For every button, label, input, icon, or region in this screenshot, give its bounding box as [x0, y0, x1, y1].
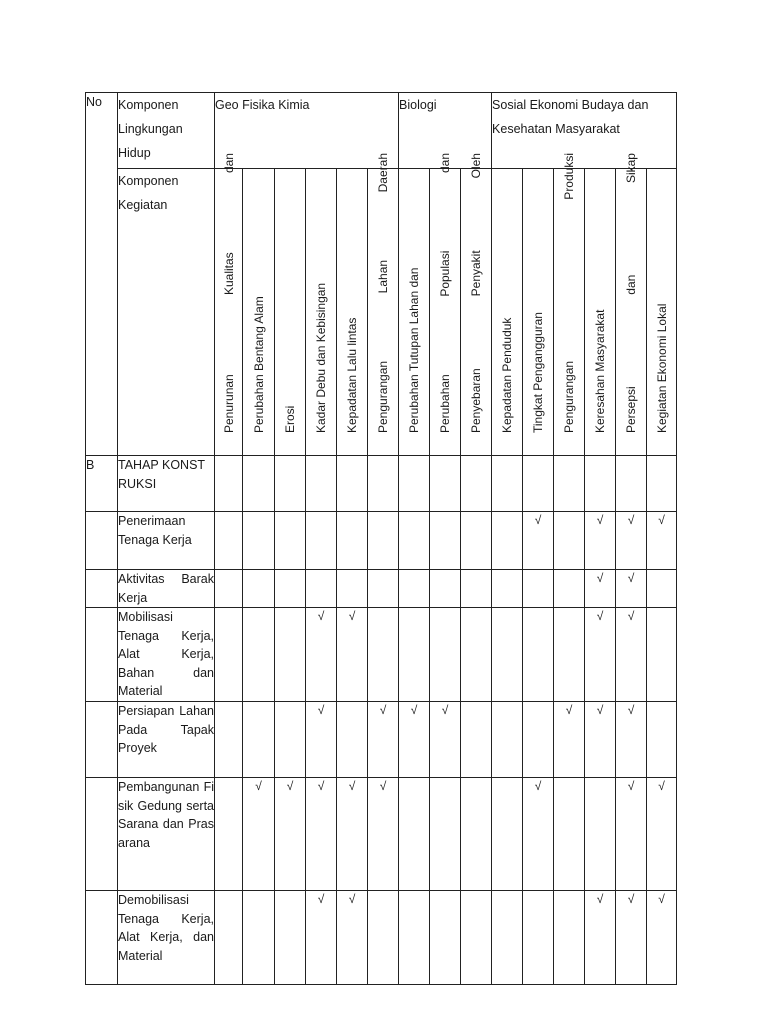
column-header-word: Penyakit: [469, 250, 484, 297]
empty-cell: [368, 456, 399, 512]
empty-cell: [492, 456, 523, 512]
activity-row: [86, 608, 677, 702]
empty-cell: [554, 512, 585, 570]
activity-row: [86, 778, 677, 891]
empty-cell: [492, 570, 523, 608]
column-header-word: dan: [624, 274, 639, 295]
section-row: [86, 456, 677, 512]
activity-label: Pembangunan Fisik Gedung serta Sarana dan Prasarana: [118, 778, 215, 891]
row-no-cell: [86, 702, 118, 778]
check-mark: √: [616, 608, 647, 702]
empty-cell: [337, 570, 368, 608]
column-header-word: Erosi: [283, 405, 297, 433]
column-header-word: Keresahan Masyarakat: [593, 309, 608, 433]
column-header-word: Perubahan Bentang Alam: [251, 296, 266, 433]
check-mark: √: [585, 891, 616, 985]
check-mark: √: [523, 778, 554, 891]
empty-cell: [337, 456, 368, 512]
column-header-2: [275, 169, 306, 456]
column-header-1: [243, 169, 275, 456]
empty-cell: [461, 891, 492, 985]
column-header-text: [343, 153, 361, 433]
section-title: TAHAP KONSTRUKSI: [118, 456, 215, 512]
column-header-word: Lahan: [376, 259, 391, 294]
empty-cell: [275, 608, 306, 702]
empty-cell: [243, 702, 275, 778]
column-header-text: [374, 153, 392, 433]
column-header-8: [461, 153, 492, 456]
column-header-word: Populasi: [438, 250, 453, 297]
column-header-9: [492, 169, 523, 456]
activity-row: [86, 891, 677, 985]
header-komponen-kegiatan: Komponen Kegiatan: [118, 169, 215, 456]
empty-cell: [215, 702, 243, 778]
empty-cell: [461, 456, 492, 512]
empty-cell: [523, 891, 554, 985]
check-mark: √: [243, 778, 275, 891]
header-no: No: [86, 93, 118, 456]
empty-cell: [647, 570, 677, 608]
column-header-text: [405, 153, 423, 433]
empty-cell: [275, 702, 306, 778]
empty-cell: [399, 891, 430, 985]
column-header-text: [498, 153, 516, 433]
empty-cell: [399, 512, 430, 570]
empty-cell: [430, 512, 461, 570]
column-header-word: Kadar Debu dan Kebisingan: [314, 282, 328, 433]
row-no-cell: [86, 512, 118, 570]
column-header-text: [281, 153, 299, 433]
column-header-text: [653, 153, 671, 433]
empty-cell: [523, 608, 554, 702]
empty-cell: [275, 891, 306, 985]
empty-cell: [275, 456, 306, 512]
empty-cell: [492, 608, 523, 702]
empty-cell: [368, 891, 399, 985]
column-header-word: Kegiatan Ekonomi Lokal: [654, 303, 669, 433]
header-row-columns: [86, 169, 677, 456]
column-header-word: dan: [221, 153, 236, 174]
empty-cell: [647, 456, 677, 512]
column-header-word: Tingkat Pengangguran: [531, 312, 546, 433]
column-header-word: Pengurangan: [376, 360, 391, 433]
column-header-word: Penurunan: [221, 374, 236, 433]
empty-cell: [647, 608, 677, 702]
row-no-cell: [86, 608, 118, 702]
activity-row: [86, 702, 677, 778]
check-mark: √: [647, 512, 677, 570]
column-header-word: Kualitas: [221, 252, 236, 296]
check-mark: √: [585, 570, 616, 608]
column-header-text: [436, 153, 454, 433]
empty-cell: [492, 702, 523, 778]
check-mark: √: [337, 608, 368, 702]
check-mark: √: [585, 702, 616, 778]
section-no: B: [86, 456, 118, 512]
empty-cell: [492, 778, 523, 891]
empty-cell: [430, 778, 461, 891]
column-header-text: [529, 153, 547, 433]
column-header-text: [312, 153, 330, 433]
header-group-biologi: Biologi: [399, 93, 492, 169]
check-mark: √: [616, 570, 647, 608]
empty-cell: [243, 891, 275, 985]
empty-cell: [461, 570, 492, 608]
empty-cell: [461, 778, 492, 891]
column-header-word: dan: [438, 153, 453, 174]
empty-cell: [337, 702, 368, 778]
column-header-14: [647, 169, 677, 456]
row-no-cell: [86, 778, 118, 891]
column-header-word: Persepsi: [624, 386, 639, 433]
row-no-cell: [86, 570, 118, 608]
check-mark: √: [306, 702, 337, 778]
empty-cell: [461, 608, 492, 702]
check-mark: √: [306, 608, 337, 702]
column-header-word: Produksi: [562, 153, 577, 200]
empty-cell: [585, 778, 616, 891]
check-mark: √: [368, 778, 399, 891]
empty-cell: [523, 702, 554, 778]
column-header-text: [591, 153, 609, 433]
empty-cell: [647, 702, 677, 778]
empty-cell: [368, 512, 399, 570]
row-no-cell: [86, 891, 118, 985]
column-header-word: Pengurangan: [562, 360, 577, 433]
column-header-6: [399, 169, 430, 456]
column-header-text: [220, 153, 238, 433]
column-header-word: Penyebaran: [469, 368, 484, 433]
header-group-geo-fisika-kimia: Geo Fisika Kimia: [215, 93, 399, 169]
empty-cell: [215, 778, 243, 891]
column-header-text: [560, 153, 578, 433]
empty-cell: [492, 891, 523, 985]
empty-cell: [554, 456, 585, 512]
empty-cell: [554, 608, 585, 702]
empty-cell: [215, 456, 243, 512]
empty-cell: [215, 891, 243, 985]
column-header-word: Kepadatan Penduduk: [500, 317, 515, 433]
empty-cell: [337, 512, 368, 570]
column-header-text: [250, 153, 268, 433]
empty-cell: [399, 570, 430, 608]
column-header-word: Kepadatan Lalu lintas: [345, 317, 359, 433]
empty-cell: [430, 456, 461, 512]
activity-label: Mobilisasi Tenaga Kerja, Alat Kerja, Bahan dan Material: [118, 608, 215, 702]
column-header-12: [585, 169, 616, 456]
check-mark: √: [523, 512, 554, 570]
empty-cell: [554, 891, 585, 985]
check-mark: √: [275, 778, 306, 891]
column-header-text: [622, 153, 640, 433]
empty-cell: [306, 570, 337, 608]
impact-matrix-table: [85, 92, 677, 985]
activity-row: [86, 570, 677, 608]
empty-cell: [275, 512, 306, 570]
empty-cell: [430, 608, 461, 702]
empty-cell: [430, 891, 461, 985]
empty-cell: [523, 570, 554, 608]
activity-label: Demobilisasi Tenaga Kerja, Alat Kerja, dan Material: [118, 891, 215, 985]
column-header-word: Perubahan: [438, 374, 453, 433]
column-header-11: [554, 153, 585, 456]
empty-cell: [554, 778, 585, 891]
empty-cell: [523, 456, 554, 512]
check-mark: √: [647, 891, 677, 985]
header-komponen-lingkungan: Komponen Lingkungan Hidup: [118, 93, 215, 169]
column-header-5: [368, 153, 399, 456]
activity-label: Penerimaan Tenaga Kerja: [118, 512, 215, 570]
column-header-text: [467, 153, 485, 433]
check-mark: √: [647, 778, 677, 891]
column-header-3: [306, 169, 337, 456]
check-mark: √: [616, 778, 647, 891]
check-mark: √: [306, 891, 337, 985]
empty-cell: [215, 512, 243, 570]
header-group-sosial-ekonomi: Sosial Ekonomi Budaya dan Kesehatan Masyarakat: [492, 93, 677, 169]
check-mark: √: [337, 891, 368, 985]
column-header-word: Daerah: [376, 153, 391, 193]
empty-cell: [368, 608, 399, 702]
empty-cell: [461, 702, 492, 778]
check-mark: √: [585, 608, 616, 702]
column-header-word: Sikap: [624, 153, 639, 184]
column-header-7: [430, 153, 461, 456]
empty-cell: [243, 512, 275, 570]
empty-cell: [215, 608, 243, 702]
check-mark: √: [616, 702, 647, 778]
check-mark: √: [585, 512, 616, 570]
check-mark: √: [399, 702, 430, 778]
check-mark: √: [337, 778, 368, 891]
check-mark: √: [368, 702, 399, 778]
empty-cell: [585, 456, 616, 512]
check-mark: √: [616, 891, 647, 985]
empty-cell: [306, 512, 337, 570]
empty-cell: [399, 456, 430, 512]
column-header-word: Oleh: [469, 153, 484, 179]
check-mark: √: [306, 778, 337, 891]
activity-row: [86, 512, 677, 570]
empty-cell: [399, 778, 430, 891]
column-header-4: [337, 169, 368, 456]
empty-cell: [243, 570, 275, 608]
empty-cell: [306, 456, 337, 512]
column-header-13: [616, 153, 647, 456]
column-header-10: [523, 169, 554, 456]
empty-cell: [368, 570, 399, 608]
activity-label: Aktivitas Barak Kerja: [118, 570, 215, 608]
empty-cell: [616, 456, 647, 512]
activity-label: Persiapan Lahan Pada Tapak Proyek: [118, 702, 215, 778]
check-mark: √: [616, 512, 647, 570]
empty-cell: [461, 512, 492, 570]
empty-cell: [492, 512, 523, 570]
empty-cell: [554, 570, 585, 608]
empty-cell: [215, 570, 243, 608]
check-mark: √: [430, 702, 461, 778]
column-header-0: [215, 153, 243, 456]
empty-cell: [243, 608, 275, 702]
empty-cell: [275, 570, 306, 608]
empty-cell: [243, 456, 275, 512]
column-header-word: Perubahan Tutupan Lahan dan: [407, 267, 422, 433]
empty-cell: [399, 608, 430, 702]
check-mark: √: [554, 702, 585, 778]
empty-cell: [430, 570, 461, 608]
